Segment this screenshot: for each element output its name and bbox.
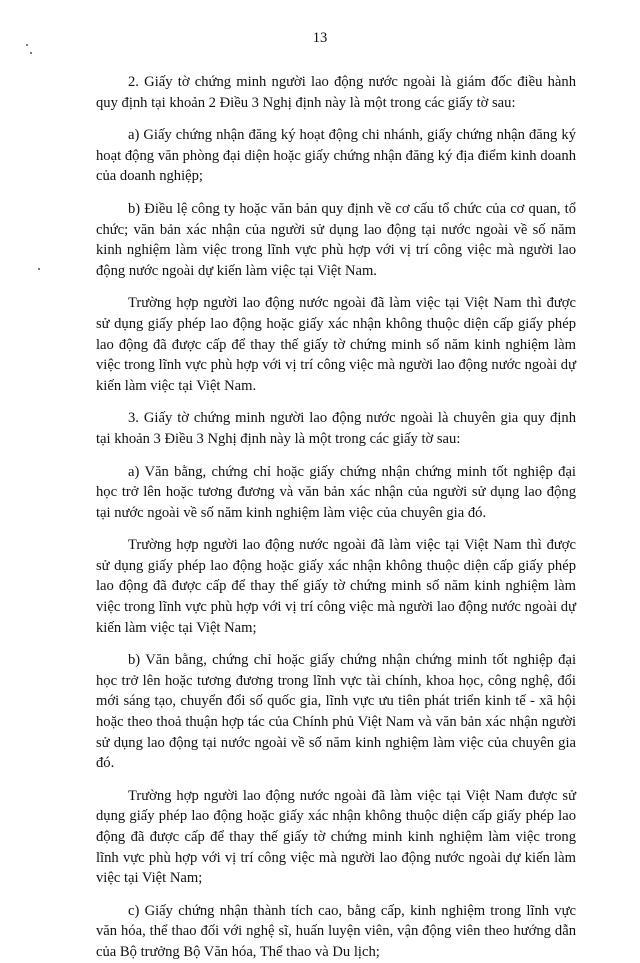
document-body	[96, 72, 576, 963]
paragraph-3c: c) Giấy chứng nhận thành tích cao, bằng cấp, kinh nghiệm trong lĩnh vực văn hóa, thể thao đối với nghệ sĩ, huấn luyện viên, vận động viên theo hướng dẫn của Bộ trưởng Bộ Văn hóa, Thể thao và Du lịch;	[96, 902, 576, 960]
paragraph-2a: a) Giấy chứng nhận đăng ký hoạt động chi nhánh, giấy chứng nhận đăng ký hoạt động văn phòng đại diện hoặc giấy chứng nhận đăng ký địa điểm kinh doanh của doanh nghiệp;	[96, 127, 576, 185]
paragraph-3a-exception: Trường hợp người lao động nước ngoài đã làm việc tại Việt Nam thì được sử dụng giấy phép lao động hoặc giấy xác nhận không thuộc diện cấp giấy phép lao động đã được cấp để thay thế giấy tờ chứng minh số năm kinh nghiệm làm việc trong lĩnh vực phù hợp với vị trí công việc mà người lao động nước ngoài dự kiến làm việc tại Việt Nam;	[96, 537, 576, 636]
paragraph-2b-exception: Trường hợp người lao động nước ngoài đã làm việc tại Việt Nam thì được sử dụng giấy phép lao động hoặc giấy xác nhận không thuộc diện cấp giấy phép lao động đã được cấp để thay thế giấy tờ chứng minh số năm kinh nghiệm làm việc trong lĩnh vực phù hợp với vị trí công việc mà người lao động nước ngoài dự kiến làm việc tại Việt Nam.	[96, 295, 576, 394]
paragraph-3-intro: 3. Giấy tờ chứng minh người lao động nước ngoài là chuyên gia quy định tại khoản 3 Điều 3 Nghị định này là một trong các giấy tờ sau:	[96, 410, 576, 447]
scan-speck	[38, 268, 40, 270]
paragraph-3b: b) Văn bằng, chứng chỉ hoặc giấy chứng nhận chứng minh tốt nghiệp đại học trở lên hoặc tương đương trong lĩnh vực tài chính, khoa học, công nghệ, đổi mới sáng tạo, chuyển đổi số quốc gia, lĩnh vực ưu tiên phát triển kinh tế - xã hội hoặc theo thoả thuận hợp tác của Chính phủ Việt Nam và văn bản xác nhận người sử dụng lao động tại nước ngoài về số năm kinh nghiệm làm việc của chuyên gia đó.	[96, 652, 576, 772]
paragraph-3a: a) Văn bằng, chứng chỉ hoặc giấy chứng nhận chứng minh tốt nghiệp đại học trở lên hoặc tương đương và văn bản xác nhận của người sử dụng lao động tại nước ngoài về số năm kinh nghiệm làm việc của chuyên gia đó.	[96, 463, 576, 521]
paragraph-2-intro: 2. Giấy tờ chứng minh người lao động nước ngoài là giám đốc điều hành quy định tại khoản 2 Điều 3 Nghị định này là một trong các giấy tờ sau:	[96, 74, 576, 111]
paragraph-2b: b) Điều lệ công ty hoặc văn bản quy định về cơ cấu tổ chức của cơ quan, tổ chức; văn bản xác nhận của người sử dụng lao động tại nước ngoài về số năm kinh nghiệm làm việc trong lĩnh vực phù hợp với vị trí công việc mà người lao động nước ngoài dự kiến làm việc tại Việt Nam.	[96, 200, 576, 279]
paragraph-3b-exception: Trường hợp người lao động nước ngoài đã làm việc tại Việt Nam được sử dụng giấy phép lao động hoặc giấy xác nhận không thuộc diện cấp giấy phép lao động đã được cấp để thay thế giấy tờ chứng minh kinh nghiệm làm việc trong lĩnh vực phù hợp với vị trí công việc mà người lao động nước ngoài dự kiến làm việc tại Việt Nam;	[96, 787, 576, 887]
page-number: 13	[312, 30, 328, 46]
scan-speck	[30, 52, 32, 54]
